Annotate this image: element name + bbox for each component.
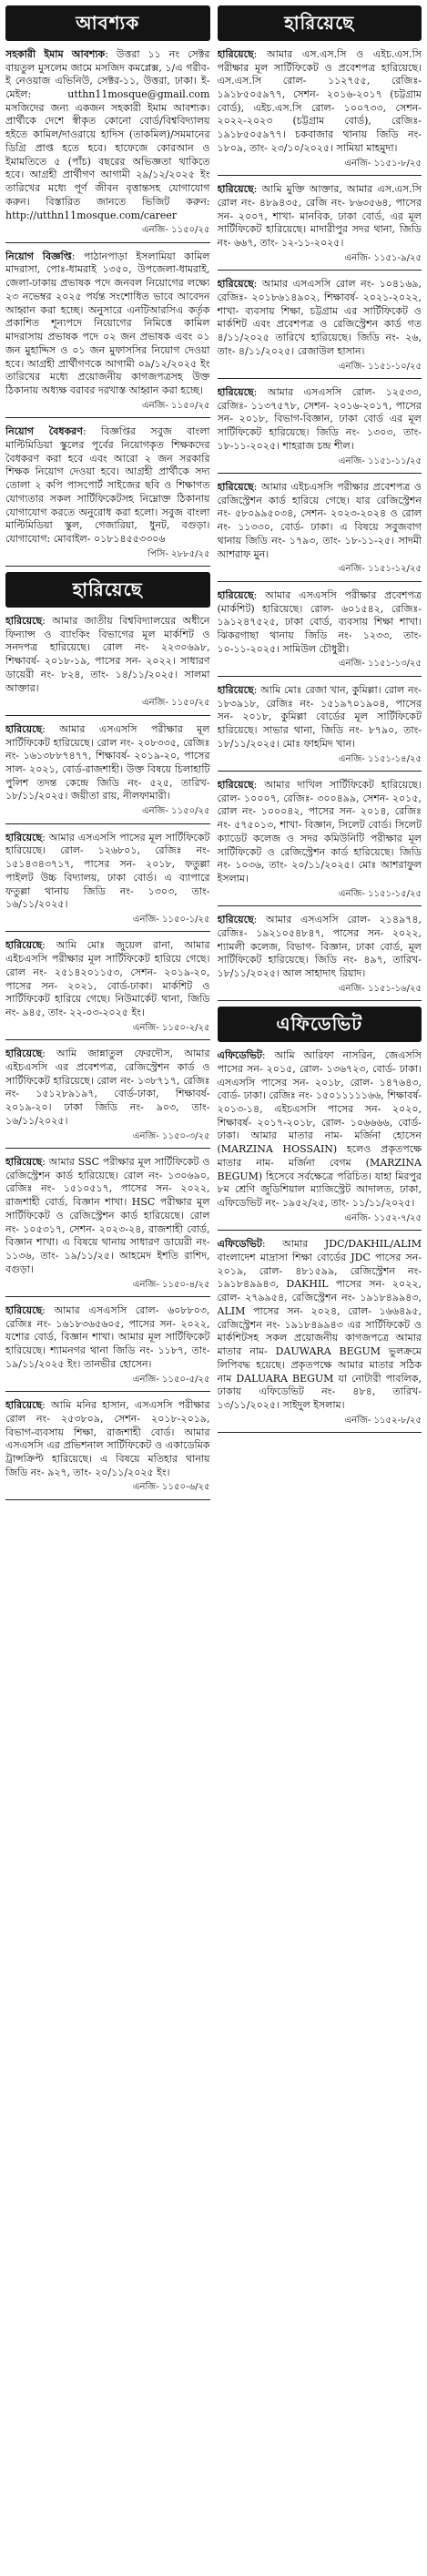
ad-body: : আমার এসএসসি রোল- ১২৫৩৩, রেজিঃ- ১১৩৭৫৭৮, সেশন- ২০১৬-২০১৭, পাসের সন- ২০১৮, বিভাগ-বিজ্ঞান, ঢাকা বোর্ড এর মূল সার্টিফিকেট হারিয়েছে। জিডি নং- ১৩০৩, তাং- ১৮-১১-২০২৫। শাহরাজ চন্দ্র শীল। (217, 385, 422, 452)
ad-title: এফিডেভিট (217, 1238, 262, 1251)
ad-title: হারিয়েছে (217, 183, 254, 196)
ad-title: নিয়োগ বৈধকরণ (5, 425, 83, 438)
ad-ref: এনজি- ১১৫০-৫/২৫ (132, 1374, 210, 1385)
ad-body: : আমি জান্নাতুল ফেরদৌস, আমার এইচএসসি এর প্রবেশপত্র, রেজিস্ট্রেশন কার্ড ও সার্টিফিকেট হারিয়েছে। রোল নং- ১৩৮৭১৭, রেজিঃ নং- ১৫১২৮৯১৯৭, বোর্ড-ঢাকা, শিক্ষাবর্ষ- ২০১৯-২০। ঢাকা জিডি নং- ৯০৩, তাং- ১৬/১১/২০২৫। (5, 1048, 210, 1127)
classified-ad (218, 274, 422, 379)
ad-title: হারিয়েছে (5, 1303, 43, 1316)
affidavit-header: এফিডেভিট (218, 1007, 422, 1042)
ad-body: : আমি মোঃ জুয়েল রানা, আমার এইচএসসি পরীক্ষার মূল সার্টিফিকেট হারিয়ে গেছে। রোল নং- ২৫১৪২০১১৫৩, সেশন- ২০১৯-২০, পাসের সন- ২০২১, বোর্ড-ঢাকা। মার্কশিট ও সার্টিফিকেট হারিয়ে গেছে। নিউমার্কেট থানা, জিডি নং- ৯৪৫, তাং- ২২-০৩-২০২৫ ইং। (5, 939, 210, 1019)
ad-title: হারিয়েছে (5, 1155, 43, 1168)
classified-ad (5, 828, 210, 933)
ad-ref: এনজি- ১১৫০/২৫ (142, 400, 210, 411)
classified-ad (218, 1234, 422, 1433)
ad-title: হারিয়েছে (217, 47, 254, 60)
classified-ad (5, 1301, 210, 1392)
ad-title: হারিয়েছে (5, 831, 43, 843)
ad-ref: এনজি- ১১৫০/২৫ (142, 806, 210, 817)
ad-title: হারিয়েছে (217, 480, 254, 493)
ad-title: হারিয়েছে (217, 914, 254, 926)
lost-section-right (218, 5, 422, 1001)
ad-ref: এনজি- ১১৫০-৬/২৫ (132, 1482, 210, 1493)
ad-ref: এনজি- ১১৫১-১৫/২৫ (338, 888, 422, 899)
classified-ad (218, 477, 422, 582)
classified-ad (218, 586, 422, 677)
ad-title: হারিয়েছে (5, 722, 43, 735)
wanted-section (5, 5, 210, 567)
ad-title: হারিয়েছে (5, 939, 43, 952)
ad-ref: এনজি- ১১৫০/২৫ (142, 698, 210, 709)
ad-body: : আমি মনির হাসান, এসএসসি পরীক্ষার রোল নং- ২৫৩৮০৯, সেশন- ২০১৮-২০১৯, বিভাগ-ব্যবসায় শিক্ষা, রাজশাহী বোর্ড। আমার এসএসসি এর প্রভিশনাল সার্টিফিকেট ও একাডেমিক ট্রান্সক্রিপ্ট হারিয়েছে। এ বিষয়ে মতিহার থানায় জিডি নং- ৯২৭, তাং- ২০/১১/২০২৫ ইং। (5, 1399, 210, 1478)
classified-ad (5, 1044, 210, 1149)
ad-title: হারিয়েছে (5, 1048, 43, 1060)
ad-body: : আমার SSC পরীক্ষার মূল সার্টিফিকেট ও রেজিস্ট্রেশন কার্ড হারিয়েছে। রোল নং- ১৩০৬৯০, রেজিঃ নং- ১৫১০৫১৭, পাসের সন- ২০২২, রাজশাহী বোর্ড, বিজ্ঞান শাখা। HSC পরীক্ষার মূল সার্টিফিকেট ও রেজিস্ট্রেশন কার্ড হারিয়েছে। রোল নং- ১০৫৩১৭, সেশন- ২০২৩-২৪, রাজশাহী বোর্ড, বিজ্ঞান শাখা। এ বিষয়ে থানায় সাধারণ ডায়েরী নং- ১১৩৬, তাং- ১৯/১১/২৫। আহমেদ ইশতি রাশিদ, বগুড়া। (5, 1155, 210, 1275)
ad-body: : আমার জাতীয় বিশ্ববিদ্যালয়ের অধীনে ফিন্যান্স ও ব্যাংকিং বিভাগের মূল মার্কশিট ও সনদপত্র হারিয়েছে। রোল নং- ২২৩০৬৯৮, শিক্ষাবর্ষ- ২০১৮-১৯, পাসের সন- ২০২২। সাধারণ ডায়েরী নং- ৮২৪, তাং- ১৪/১১/২০২৫। সালমা আক্তার। (5, 615, 210, 694)
ad-body: : আমার এস.এস.সি ও এইচ.এস.সি পরীক্ষার মূল সার্টিফিকেট ও প্রবেশপত্র হারিয়েছে। এস.এস.সি রোল- ১১২৭৫৫, রেজিঃ- ১৯১৮৫০৫৯৭৭, সেশন- ২০১৬-২০১৭ (চট্টগ্রাম বোর্ড), এইচ.এস.সি রোল- ১০০৭৩৩, সেশন- ২০২২-২০২৩ (চট্টগ্রাম বোর্ড), রেজিঃ- ১৯১৮৫০৫৯৭৭। চকবাজার থানায় জিডি নং- ১৮০৯, তাং- ২৩/১০/২০২৫। সামিয়া মাহমুদা। (217, 47, 422, 154)
classified-ad (218, 179, 422, 271)
ad-ref: এনজি- ১১৫১-৯/২৫ (344, 252, 422, 263)
classified-ad (218, 775, 422, 906)
classified-ad (218, 45, 422, 176)
ad-ref: এনজি- ১১৫১-১২/২৫ (338, 564, 422, 575)
ad-ref: এনজি- ১১৫০-৪/২৫ (132, 1279, 210, 1290)
classified-ad (218, 383, 422, 474)
classified-ad (218, 910, 422, 1001)
classified-ad (218, 680, 422, 772)
ad-ref: এনজি- ১১৫০-২/২৫ (132, 1022, 210, 1033)
ad-title: হারিয়েছে (5, 615, 43, 627)
classified-ad (218, 1046, 422, 1231)
ad-body: : আমার এসএসসি রোল- ২১৪৯৭৪, রেজিঃ- ১৯২১০৫৪৮৪৭, পাসের সন- ২০২২, শ্যামলী কলেজ, বিভাগ- বিজ্ঞান, ঢাকা বোর্ড, মূল সার্টিফিকেট হারিয়েছে। জিডি নং- ৪৯৭, তারিখ- ১৮/১১/২০২৫। আল সাহাদাৎ রিয়াদ। (217, 914, 422, 980)
classified-ad (5, 45, 210, 243)
lost-header: হারিয়েছে (218, 5, 422, 41)
ad-ref: এনজি- ১১৫১-১৬/২৫ (338, 983, 422, 994)
ad-body: : আমি আরিফা নাসরিন, জেএসসি পাসের সন- ২০১৫, রোল- ১৩৬৭২৩, বোর্ড- ঢাকা। এসএসসি পাসের সন- ২০১৮, রোল- ১৪৭৬৪৩, বোর্ড- ঢাকা। রেজিঃ নং- ১৫০১১১১১৬৬, শিক্ষাবর্ষ- ২০১৩-১৪, এইচএসসি পাসের সন- ২০২০, শিক্ষাবর্ষ- ২০১৭-২০১৮, রোল- ১০৬৬৬৬, বোর্ড- ঢাকা। আমার মাতার নাম- মর্জিনা হোসেন (MARZINA HOSSAIN) হলেও প্রকৃতপক্ষে মাতার নাম- মর্জিনা বেগম (MARZINA BEGUM) হিসেবে সর্বক্ষেত্রে পরিচিত। যাহা মিরপুর ৮ম শ্রেণি জুডিশিয়াল ম্যাজিস্ট্রেট আদালত, ঢাকা, এফিডেভিট নং- ১৯৫২/২৫, তাং- ১১/১১/২০২৫। (217, 1049, 422, 1210)
ad-ref: এনজি- ১১৫২-৮/২৫ (344, 1415, 422, 1426)
ad-title: হারিয়েছে (217, 278, 254, 291)
ad-ref: এনজি- ১১৫২-৭/২৫ (344, 1212, 422, 1223)
ad-title: হারিয়েছে (217, 683, 254, 696)
ad-title: সহকারী ইমাম আবশ্যক (5, 47, 106, 60)
ad-ref: এনজি- ১১৫০-৩/২৫ (132, 1130, 210, 1141)
classified-ad (5, 720, 210, 824)
ad-ref: এনজি- ১১৫১-৮/২৫ (344, 158, 422, 169)
ad-title: হারিয়েছে (217, 778, 254, 791)
ad-body: : আমার JDC/DAKHIL/ALIM বাংলাদেশ মাদ্রাসা শিক্ষা বোর্ডের JDC পাসের সন- ২০১৯, রোল- ৪৮১৫৯৯, রেজিস্ট্রেশন নং- ১৯১৮৪৯৯৪৩, DAKHIL পাসের সন- ২০২২, রোল- ২৭৯৯৫৪, রেজিস্ট্রেশন নং- ১৯১৮৪৯৯৪৩, ALIM পাসের সন- ২০২৪, রোল- ১৬৬৪৯৫, রেজিস্ট্রেশন নং- ১৯১৮৪৯৯৪৩ এর সার্টিফিকেট ও মার্কশিটসহ সকল প্রয়োজনীয় কাগজপত্রে আমার মাতার নাম- DAUWARA BEGUM ভুলক্রমে লিপিবদ্ধ হয়েছে। প্রকৃতপক্ষে আমার মাতার সঠিক নাম DALUARA BEGUM যা নোটারী পাবলিক, ঢাকায় এফিডেভিট নং- ৪৮৪, তারিখ- ১৩/১১/২০২৫। সাইদুল ইসলাম। (217, 1238, 422, 1412)
ad-ref: এনজি- ১১৫১-১০/২৫ (338, 361, 422, 372)
ad-ref: এনজি- ১১৫১-১৪/২৫ (338, 753, 422, 764)
classified-ad (5, 1152, 210, 1297)
ad-body: : বিজ্ঞপ্তির সবুজ বাংলা মাল্টিমিডিয়া স্কুলের পূর্বের নিয়োগকৃত শিক্ষকদের বৈধকরণ করা হবে এবং আরো ২ জন সরকারি শিক্ষক নিয়োগ দেওয়া হবে। আগ্রহী প্রার্থীকে সদ্য তোলা ২ কপি পাসপোর্ট সাইজের ছবি ও শিক্ষাগত যোগ্যতার সকল সার্টিফিকেটসহ নিম্নোক্ত ঠিকানায় যোগাযোগ করতে অনুরোধ করা হলো। সবুজ বাংলা মাল্টিমিডিয়া স্কুল, গেজারিয়া, ধুনট, বগুড়া। যোগাযোগ: মোবাইল- ০১৮১৪৫৫৩৩০৬ (5, 425, 210, 546)
lost-section-left (5, 572, 210, 1500)
ad-body: : আমার দাখিল সার্টিফিকেট হারিয়েছে। রোল- ১০০০৭, রেজিঃ- ৩০০৪৯৯, সেশন- ২০১৫, রোল নং- ১০০০৪২, পাসের সন- ২০১৪, রেজিঃ নং- ৫৭৫০১৩, শাখা- বিজ্ঞান, সিলেট বোর্ড। সিলেট ক্যাডেট কলেজ ও সদর কমিউনিটি পরীক্ষার মূল সার্টিফিকেট ও রেজিস্ট্রেশন কার্ড হারিয়েছে। জিডি নং- ১০৩৬, তাং- ২০/১১/২০২৫। মোঃ আশরাফুল ইসলাম। (217, 778, 422, 885)
ad-title: নিয়োগ বিজ্ঞপ্তি (5, 250, 72, 262)
lost-header: হারিয়েছে (5, 572, 210, 608)
ad-title: হারিয়েছে (217, 588, 254, 601)
classified-ad (5, 935, 210, 1040)
classified-ad (5, 1395, 210, 1500)
ad-title: এফিডেভিট (217, 1049, 262, 1062)
ad-body: : আমি মোঃ রেজা খান, কুমিল্লা। রোল নং- ১৮৩৯১৮, রেজিঃ নং- ১৫১৯৭০১৯০৪, পাসের সন- ২০১৮, কুমিল্লা বোর্ডের মূল সার্টিফিকেট হারিয়েছে। সাভার থানা, জিডি নং- ৮৭৯০, তাং- ১৮/১১/২০২৫। মোঃ ফাহমিদ খান। (217, 683, 422, 750)
ad-body: : পাঠানপাড়া ইসলামিয়া কামিল মাদরাসা, পোঃ-ধামরাই ১৩৫০, উপজেলা-ধামরাই, জেলা-ঢাকায় প্রভাষক পদে জনবল নিয়োগের লক্ষ্যে ২৩ নভেম্বর ২০২৫ পর্যন্ত সংশোধিত ভাবে আবেদন আহ্বান করা হচ্ছে। অনুসারে এনটিআরসিএ কর্তৃক প্রকাশিত শূন্যপদে নিয়োগের নিমিত্তে কামিল মাদরাসায় প্রভাষক পদে ০২ জন প্রভাষক এবং ০১ জন মুহাদ্দিস ও ০১ জন মুফাসসির নিয়োগ দেওয়া হবে। আগ্রহী প্রার্থীগণকে আগামী ০৯/১২/২০২৫ ইং তারিখের মধ্যে প্রয়োজনীয় কাগজপত্রসহ উক্ত ঠিকানায় অধ্যক্ষ বরাবর দরখাস্ত আহ্বান করা হচ্ছে। (5, 250, 210, 397)
right-column (218, 5, 422, 2571)
classified-ad (5, 247, 210, 418)
classified-ad (5, 611, 210, 716)
ad-ref: এনজি- ১১৫০-১/২৫ (132, 915, 210, 925)
wanted-header: আবশ্যক (5, 5, 210, 41)
ad-ref: পিসি- ২৮৮৫/২৫ (147, 548, 210, 559)
ad-body: : আমার এসএসসি পাসের মূল সার্টিফিকেট হারিয়েছে। রোল- ১২৬৮০১, রেজিঃ নং- ১৫১৪৩৪৩৭১৭, পাসের সন- ২০১৮, ফতুল্লা পাইলট উচ্চ বিদ্যালয়, ঢাকা বোর্ড। এ ব্যাপারে ফতুল্লা থানায় জিডি নং- ১৩০৩, তাং- ১৬/১১/২০২৫। (5, 831, 210, 911)
ad-ref: এনজি- ১১৫০/২৫ (142, 225, 210, 236)
ad-body: : আমার এসএসসি রোল- ৬০৮৮০৩, রেজিঃ নং- ১৬১৮৩৬৫৬০৫, পাসের সন- ২০২২, যশোর বোর্ড, বিজ্ঞান শাখা। আমার মূল সার্টিফিকেট হারিয়েছে। শ্যামনগর থানা জিডি নং- ১১৮৭, তাং- ১৯/১১/২০২৫ ইং। তানভীর হোসেন। (5, 1303, 210, 1370)
ad-ref: এনজি- ১১৫১-১১/২৫ (338, 455, 422, 466)
classified-ad (5, 422, 210, 567)
left-column (5, 5, 210, 2571)
ad-body: : উত্তরা ১১ নং সেক্টর বায়তুল মুসলেম জামে মসজিদ কমপ্লেক্স, ১/এ গরীব-ই নেওয়াজ এভিনিউ, সেক্টর-১১, উত্তরা, ঢাকা। ই-মেইল: utthn11mosque@gmail.com মসজিদের জন্য একজন সহকারী ইমাম আবশ্যক। প্রার্থীকে দেশে স্বীকৃত কোনো বোর্ড/বিশ্ববিদ্যালয় হইতে কামিল/দাওরায়ে হাদিস (তাকমিল)/সমমানের ডিগ্রি প্রাপ্ত হতে হবে। হাফেজে কোরআন ও ইমামতিতে ৫ (পাঁচ) বছরের অভিজ্ঞতা থাকিতে হবে। আগ্রহী প্রার্থীগণ আগামী ২৯/১২/২০২৫ ইং তারিখের মধ্যে পূর্ণ জীবন বৃত্তান্তসহ যোগাযোগ করুন। বিস্তারিত জানতে ভিজিট করুন: http://utthn11mosque.com/career (5, 47, 210, 221)
ad-body: : আমার এসএসসি রোল নং- ১০৪১৬৯, রেজিঃ- ২০১৮৬১৪৯০২, শিক্ষাবর্ষ- ২০২১-২০২২, শাখা- ব্যবসায় শিক্ষা, চট্টগ্রাম এর সার্টিফিকেট ও মার্কশিট এবং প্রবেশপত্র ও রেজিস্ট্রেশন কার্ড গত ৪/১১/২০২৫ তারিখে হারিয়েছে। জিডি নং- ২৬, তাং- ৪/১১/২০২৫। রেজাউল হাসান। (217, 278, 422, 357)
ad-body: : আমার এসএসসি পরীক্ষার মূল সার্টিফিকেট হারিয়েছে। রোল নং- ২০৮৩৩৫, রেজিঃ নং- ১৬১৩৮৮৭৪৭৭, শিক্ষাবর্ষ- ২০১৯-২০, পাসের সাল- ২০২১, বোর্ড-রাজশাহী। উক্ত বিষয়ে চিলাহাটি পুলিশ তদন্ত কেন্দ্রে জিডি নং- ৫২৫, তারিখ- ১৮/১১/২০২৫। জয়ীতা রায়, নীলফামারী। (5, 722, 210, 802)
ad-body: : আমার এইচএসসি পরীক্ষার প্রবেশপত্র ও রেজিস্ট্রেশন কার্ড হারিয়ে গেছে। যার রেজিস্ট্রেশন নং- ৫৮০৯৯৫০৩৪, সেশন- ২০২৩-২০২৪ ও রোল নং- ১১৩৩০, বোর্ড- ঢাকা। এ বিষয়ে সবুজবাগ থানায় জিডি নং- ১৭৯৩, তাং- ১৮-১১-২৫। সাদমী আশরাফ মুন। (217, 480, 422, 560)
ad-ref: এনজি- ১১৫১-১৩/২৫ (338, 659, 422, 670)
ad-title: হারিয়েছে (5, 1399, 43, 1412)
ad-title: হারিয়েছে (217, 385, 254, 398)
affidavit-section (218, 1007, 422, 1433)
ad-body: : আমি মুক্তি আক্তার, আমার এস.এস.সি রোল নং- ৪৮৯৪৩৫, রেজি নং- ৮৬৩৫৬৪, পাসের সন- ২০০৭, শাখা- মানবিক, ঢাকা বোর্ড, এর মূল সার্টিফিকেট হারিয়েছে। মাদারীপুর সদর থানা, জিডি নং- ৬৬৭, তাং- ১২-১১-২০২৫। (217, 183, 422, 249)
ad-body: : আমার এসএসসি পরীক্ষার প্রবেশপত্র (মার্কশিট) হারিয়েছে। রোল- ৬০১৫৪২, রেজিঃ- ১৯১২৪৭৫২৫, ঢাকা বোর্ড, ব্যবসায় শিক্ষা শাখা। ঝিকরগাছা থানায় জিডি নং- ১২৩৩, তাং- ১০-১১-২০২৫। সামিউল চৌধুরী। (217, 588, 422, 655)
